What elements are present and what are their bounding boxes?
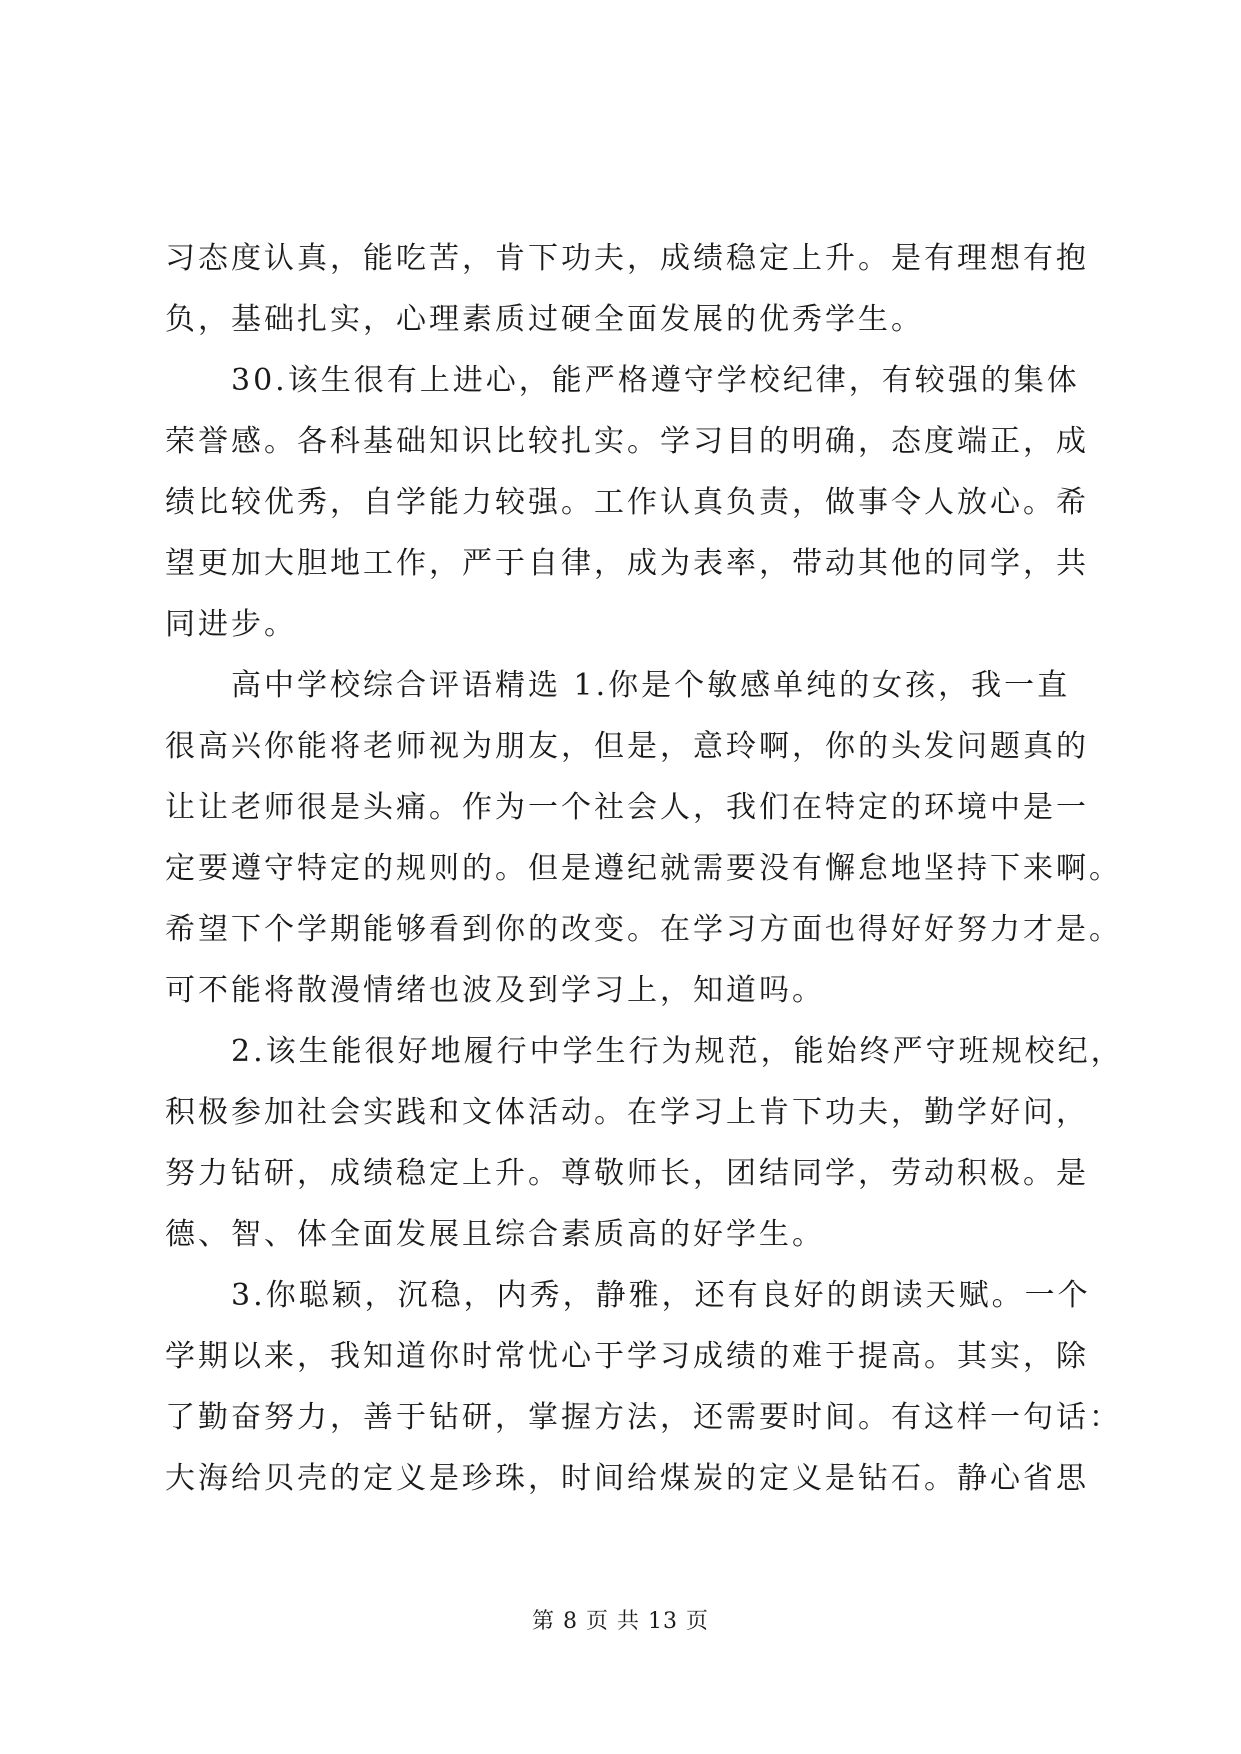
text-line: 学期以来，我知道你时常忧心于学习成绩的难于提高。其实，除 [165,1339,1089,1374]
text-line: 可不能将散漫情绪也波及到学习上，知道吗。 [165,973,825,1008]
paragraph-start-line: 3.你聪颖，沉稳，内秀，静雅，还有良好的朗读天赋。一个 [231,1278,1091,1313]
text-line: 很高兴你能将老师视为朋友，但是，意玲啊，你的头发问题真的 [165,729,1089,764]
text-line: 希望下个学期能够看到你的改变。在学习方面也得好好努力才是。 [165,912,1122,947]
text-line: 让让老师很是头痛。作为一个社会人，我们在特定的环境中是一 [165,790,1089,825]
text-line: 大海给贝壳的定义是珍珠，时间给煤炭的定义是钻石。静心省思 [165,1461,1089,1496]
page-number-footer: 第 8 页 共 13 页 [532,1609,709,1634]
text-line: 德、智、体全面发展且综合素质高的好学生。 [165,1217,825,1252]
text-line: 同进步。 [165,607,297,642]
text-line: 定要遵守特定的规则的。但是遵纪就需要没有懈怠地坚持下来啊。 [165,851,1122,886]
text-line: 习态度认真，能吃苦，肯下功夫，成绩稳定上升。是有理想有抱 [165,241,1089,276]
text-line: 荣誉感。各科基础知识比较扎实。学习目的明确，态度端正，成 [165,424,1089,459]
text-line: 望更加大胆地工作，严于自律，成为表率，带动其他的同学，共 [165,546,1089,581]
text-line: 积极参加社会实践和文体活动。在学习上肯下功夫，勤学好问， [165,1095,1089,1130]
text-line: 负，基础扎实，心理素质过硬全面发展的优秀学生。 [165,302,924,337]
paragraph-start-line: 高中学校综合评语精选 1.你是个敏感单纯的女孩，我一直 [231,668,1071,703]
text-line: 努力钻研，成绩稳定上升。尊敬师长，团结同学，劳动积极。是 [165,1156,1089,1191]
text-line: 了勤奋努力，善于钻研，掌握方法，还需要时间。有这样一句话： [165,1400,1122,1435]
paragraph-start-line: 30.该生很有上进心，能严格遵守学校纪律，有较强的集体 [231,363,1080,398]
paragraph-start-line: 2.该生能很好地履行中学生行为规范，能始终严守班规校纪， [231,1034,1124,1069]
body-text [165,228,1124,1509]
text-line: 绩比较优秀，自学能力较强。工作认真负责，做事令人放心。希 [165,485,1089,520]
